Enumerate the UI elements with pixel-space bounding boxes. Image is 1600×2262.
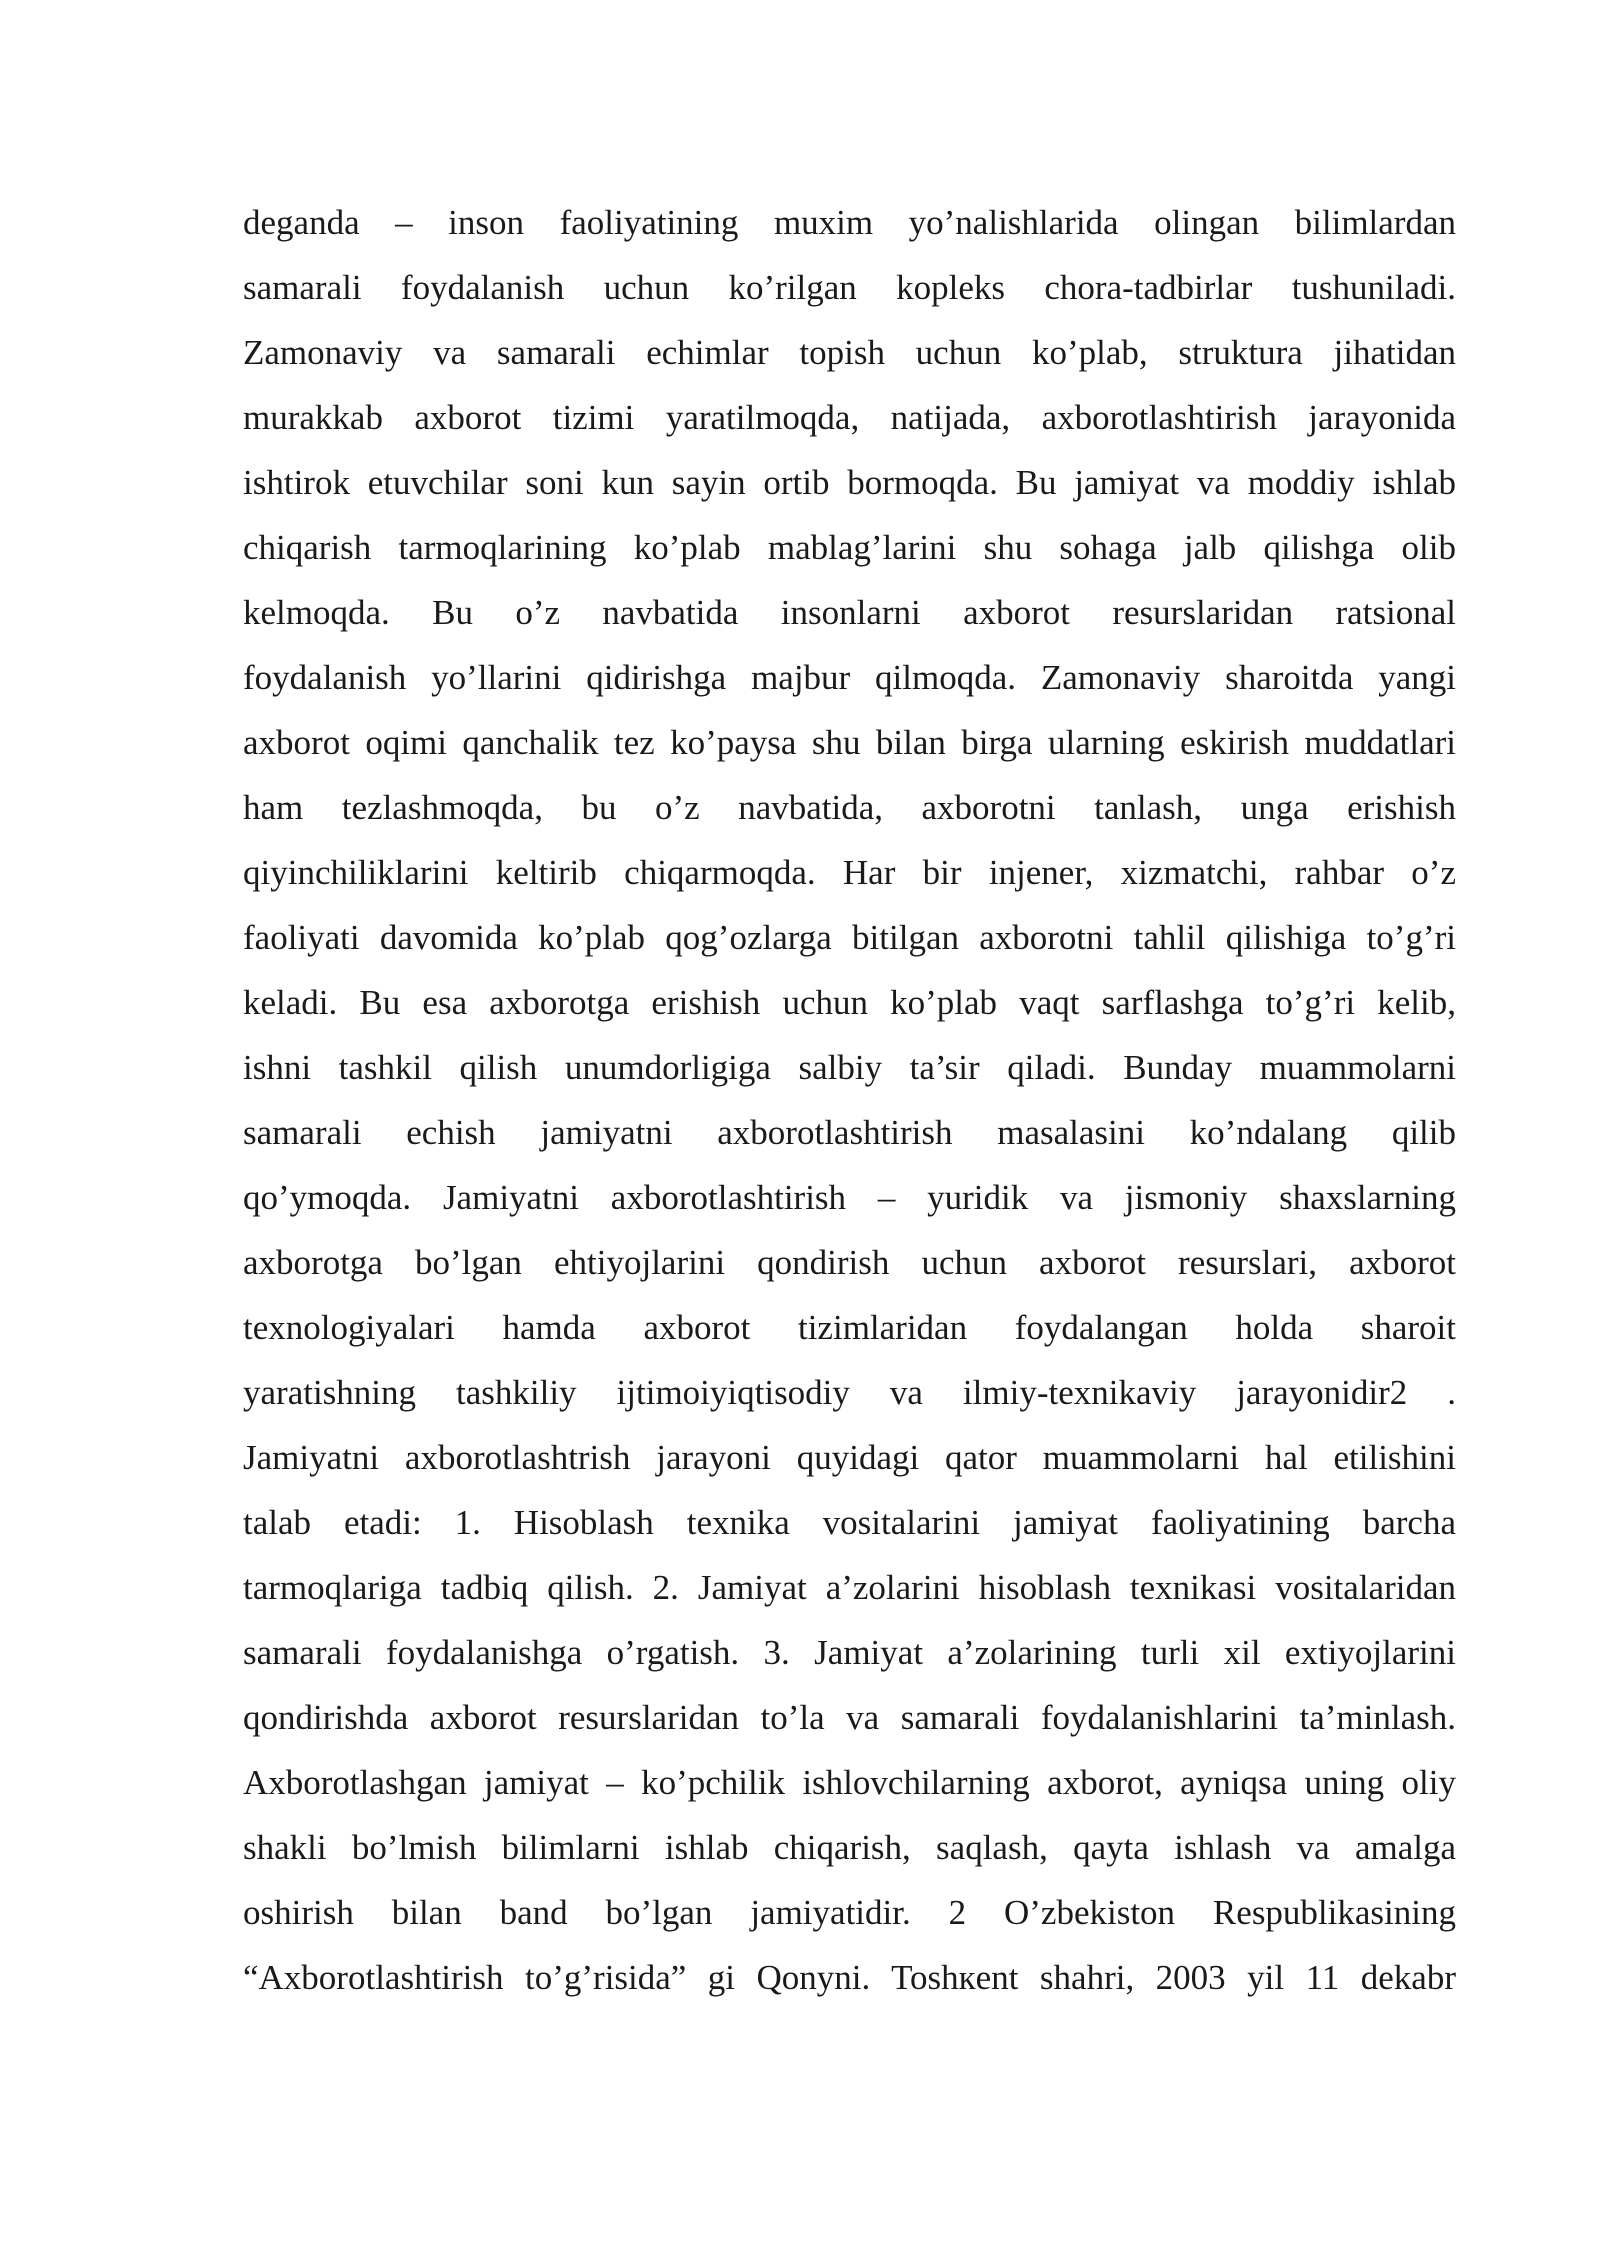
text-line: chiqarish tarmoqlarining ko’plab mablag’larini shu sohaga jalb qilishga olib [243,528,1456,567]
text-line: qo’ymoqda. Jamiyatni axborotlashtirish – yuridik va jismoniy shaxslarning [243,1178,1456,1217]
text-line: “Axborotlashtirish to’g’risida” gi Qonyni. Toshкent shahri, 2003 yil 11 dekabr [243,1958,1456,1997]
text-line: axborotga bo’lgan ehtiyojlarini qondirish uchun axborot resurslari, axborot [243,1243,1456,1282]
text-line: tarmoqlariga tadbiq qilish. 2. Jamiyat a’zolarini hisoblash texnikasi vositalaridan [243,1568,1456,1607]
text-line: Zamonaviy va samarali echimlar topish uchun ko’plab, struktura jihatidan [243,333,1456,372]
text-line: qiyinchiliklarini keltirib chiqarmoqda. Har bir injener, xizmatchi, rahbar o’z [243,853,1456,892]
text-line: ishtirok etuvchilar soni kun sayin ortib bormoqda. Bu jamiyat va moddiy ishlab [243,463,1456,502]
text-line: axborot oqimi qanchalik tez ko’paysa shu bilan birga ularning eskirish muddatlari [243,723,1456,762]
text-line: yaratishning tashkiliy ijtimoiyiqtisodiy va ilmiy-texnikaviy jarayonidir2 . [243,1373,1456,1412]
text-line: samarali echish jamiyatni axborotlashtirish masalasini ko’ndalang qilib [243,1113,1456,1152]
text-line: shakli bo’lmish bilimlarni ishlab chiqarish, saqlash, qayta ishlash va amalga [243,1828,1456,1867]
text-line: faoliyati davomida ko’plab qog’ozlarga bitilgan axborotni tahlil qilishiga to’g’ri [243,918,1456,957]
body-text [243,190,1456,2010]
text-line: samarali foydalanishga o’rgatish. 3. Jamiyat a’zolarining turli xil extiyojlarini [243,1633,1456,1672]
text-line: murakkab axborot tizimi yaratilmoqda, natijada, axborotlashtirish jarayonida [243,398,1456,437]
text-line: qondirishda axborot resurslaridan to’la va samarali foydalanishlarini ta’minlash. [243,1698,1456,1737]
text-line: keladi. Bu esa axborotga erishish uchun ko’plab vaqt sarflashga to’g’ri kelib, [243,983,1456,1022]
text-line: talab etadi: 1. Hisoblash texnika vositalarini jamiyat faoliyatining barcha [243,1503,1456,1542]
text-line: Axborotlashgan jamiyat – ko’pchilik ishlovchilarning axborot, ayniqsa uning oliy [243,1763,1456,1802]
text-line: foydalanish yo’llarini qidirishga majbur qilmoqda. Zamonaviy sharoitda yangi [243,658,1456,697]
text-line: samarali foydalanish uchun ko’rilgan kopleks chora-tadbirlar tushuniladi. [243,268,1456,307]
text-line: oshirish bilan band bo’lgan jamiyatidir. 2 O’zbekiston Respublikasining [243,1893,1456,1932]
text-line: texnologiyalari hamda axborot tizimlaridan foydalangan holda sharoit [243,1308,1456,1347]
text-line: deganda – inson faoliyatining muxim yo’nalishlarida olingan bilimlardan [243,203,1456,242]
text-line: kelmoqda. Bu o’z navbatida insonlarni axborot resurslaridan ratsional [243,593,1456,632]
text-line: ishni tashkil qilish unumdorligiga salbiy ta’sir qiladi. Bunday muammolarni [243,1048,1456,1087]
text-line: ham tezlashmoqda, bu o’z navbatida, axborotni tanlash, unga erishish [243,788,1456,827]
text-line: Jamiyatni axborotlashtrish jarayoni quyidagi qator muammolarni hal etilishini [243,1438,1456,1477]
